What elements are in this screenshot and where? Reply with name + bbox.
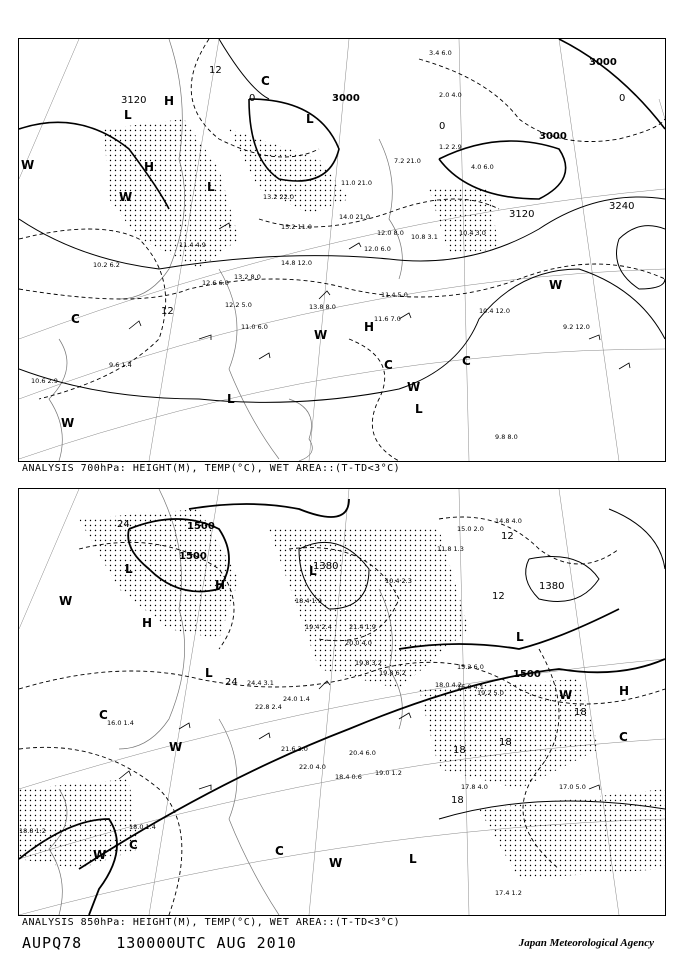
height-label: 24 [225, 677, 238, 688]
system-symbol: W [169, 740, 183, 754]
station-obs: 12.0 8.0 [377, 229, 404, 237]
map-panel-700hpa [18, 38, 666, 462]
height-label: 0 [249, 93, 256, 104]
system-symbol: H [142, 616, 153, 630]
system-symbol: L [207, 180, 215, 194]
station-obs: 13.2 8.0 [234, 273, 261, 281]
station-obs: 18.4 0.6 [335, 773, 362, 781]
station-obs: 9.8 8.0 [495, 433, 518, 441]
height-label: 18 [451, 795, 464, 806]
map-panel-850hpa [18, 488, 666, 916]
system-symbol: W [21, 158, 35, 172]
height-label: 24 [117, 519, 130, 530]
system-symbol: L [409, 852, 417, 866]
station-obs: 14.0 21.0 [339, 213, 371, 221]
height-label: 0 [619, 93, 626, 104]
panel-caption-700hpa: ANALYSIS 700hPa: HEIGHT(M), TEMP(°C), WET AREA::(T-TD<3°C) [22, 463, 401, 474]
station-obs: 15.0 2.0 [457, 525, 484, 533]
station-obs: 11.4 4.9 [179, 241, 206, 249]
system-symbol: L [309, 564, 317, 578]
panel-caption-850hpa: ANALYSIS 850hPa: HEIGHT(M), TEMP(°C), WET AREA::(T-TD<3°C) [22, 917, 401, 928]
system-symbol: H [619, 684, 630, 698]
station-obs: 10.8 3.1 [411, 233, 438, 241]
height-label: 12 [492, 591, 505, 602]
station-obs: 14.8 4.0 [495, 517, 522, 525]
height-label: 0 [439, 121, 446, 132]
system-symbol: L [205, 666, 213, 680]
station-obs: 24.0 1.4 [283, 695, 310, 703]
system-symbol: L [306, 112, 314, 126]
station-obs: 12.6 6.0 [202, 279, 229, 287]
station-obs: 2.0 4.0 [439, 91, 462, 99]
station-obs: 17.4 1.2 [495, 889, 522, 897]
system-symbol: W [329, 856, 343, 870]
system-symbol: L [516, 630, 524, 644]
station-obs: 10.6 2.9 [31, 377, 58, 385]
system-symbol: L [125, 562, 133, 576]
station-obs: 17.0 5.0 [559, 783, 586, 791]
system-symbol: W [61, 416, 75, 430]
station-obs: 18.0 1.4 [129, 823, 156, 831]
system-symbol: C [384, 358, 393, 372]
station-obs: 9.2 12.0 [563, 323, 590, 331]
system-symbol: L [124, 108, 132, 122]
station-obs: 13.8 8.0 [309, 303, 336, 311]
station-obs: 22.0 4.0 [299, 763, 326, 771]
station-obs: 11.8 1.3 [437, 545, 464, 553]
chart-identifier [22, 934, 321, 952]
height-label: 1500 [187, 521, 215, 532]
station-obs: 21.4 1.9 [349, 623, 376, 631]
system-symbol: H [215, 578, 226, 592]
system-symbol: L [227, 392, 235, 406]
system-symbol: L [415, 402, 423, 416]
height-label: 3120 [509, 209, 535, 220]
station-obs: 15.2 11.0 [281, 223, 313, 231]
station-obs: 19.4 2.4 [305, 623, 332, 631]
system-symbol: W [559, 688, 573, 702]
pressure-systems [21, 74, 562, 430]
system-symbol: W [59, 594, 73, 608]
station-obs: 19.8 3.2 [355, 659, 382, 667]
station-obs: 11.0 6.0 [241, 323, 268, 331]
height-label: 1500 [179, 551, 207, 562]
system-symbol: W [119, 190, 133, 204]
valid-time: 130000UTC AUG 2010 [116, 934, 297, 952]
station-obs: 18.0 4.2 [435, 681, 462, 689]
station-obs: 16.0 1.4 [107, 719, 134, 727]
system-symbol: H [164, 94, 175, 108]
system-symbol: H [364, 320, 375, 334]
station-obs: 3.4 6.0 [429, 49, 452, 57]
station-obs: 18.4 1.9 [295, 597, 322, 605]
station-obs: 22.8 2.4 [255, 703, 282, 711]
chart-850hpa [19, 489, 665, 915]
chart-700hpa [19, 39, 665, 461]
system-symbol: C [71, 312, 80, 326]
system-symbol: W [407, 380, 421, 394]
wet-area [104, 119, 499, 269]
station-obs: 17.8 4.0 [461, 783, 488, 791]
height-label: 12 [501, 531, 514, 542]
station-obs: 19.2 5.0 [477, 689, 504, 697]
station-obs: 21.6 3.0 [281, 745, 308, 753]
station-obs: 16.0 4.1 [457, 683, 484, 691]
station-obs: 20.4 6.0 [349, 749, 376, 757]
station-obs: 10.2 6.2 [93, 261, 120, 269]
station-obs: 12.2 5.0 [225, 301, 252, 309]
station-obs: 19.8 6.2 [379, 669, 406, 677]
height-label: 3000 [539, 131, 567, 142]
agency-name: Japan Meteorological Agency [518, 937, 654, 949]
station-obs: 11.4 5.0 [381, 291, 408, 299]
station-obs: 24.4 3.1 [247, 679, 274, 687]
height-label: 18 [499, 737, 512, 748]
station-obs: 4.0 6.0 [471, 163, 494, 171]
system-symbol: C [275, 844, 284, 858]
station-obs: 13.2 22.0 [263, 193, 295, 201]
station-obs: 11.6 7.0 [374, 315, 401, 323]
height-label: 3000 [589, 57, 617, 68]
height-label: 3240 [609, 201, 635, 212]
station-obs: 7.2 21.0 [394, 157, 421, 165]
height-label: 1380 [539, 581, 565, 592]
station-obs: 11.0 21.0 [341, 179, 373, 187]
system-symbol: C [462, 354, 471, 368]
station-obs: 1.2 2.9 [439, 143, 462, 151]
system-symbol: W [549, 278, 563, 292]
system-symbol: W [93, 848, 107, 862]
station-obs: 10.4 2.3 [385, 577, 412, 585]
bulletin-code: AUPQ78 [22, 934, 83, 952]
height-label: 1380 [313, 561, 339, 572]
height-label: 3120 [121, 95, 147, 106]
station-obs: 12.0 6.0 [364, 245, 391, 253]
height-label: 12 [161, 306, 174, 317]
height-label: 18 [574, 707, 587, 718]
system-symbol: C [99, 708, 108, 722]
system-symbol: W [314, 328, 328, 342]
system-symbol: H [144, 160, 155, 174]
station-obs: 10.4 12.0 [479, 307, 511, 315]
system-symbol: C [261, 74, 270, 88]
height-label: 12 [209, 65, 222, 76]
station-obs: 18.8 1.2 [19, 827, 46, 835]
height-label: 3000 [332, 93, 360, 104]
station-obs: 14.8 12.0 [281, 259, 313, 267]
system-symbol: C [619, 730, 628, 744]
station-obs: 10.4 3.0 [459, 229, 486, 237]
station-obs: 19.0 1.2 [375, 769, 402, 777]
height-label: 18 [453, 745, 466, 756]
station-obs: 15.2 6.0 [457, 663, 484, 671]
system-symbol: C [129, 838, 138, 852]
height-label: 1500 [513, 669, 541, 680]
station-obs: 9.6 1.4 [109, 361, 132, 369]
station-obs: 20.0 4.0 [345, 639, 372, 647]
